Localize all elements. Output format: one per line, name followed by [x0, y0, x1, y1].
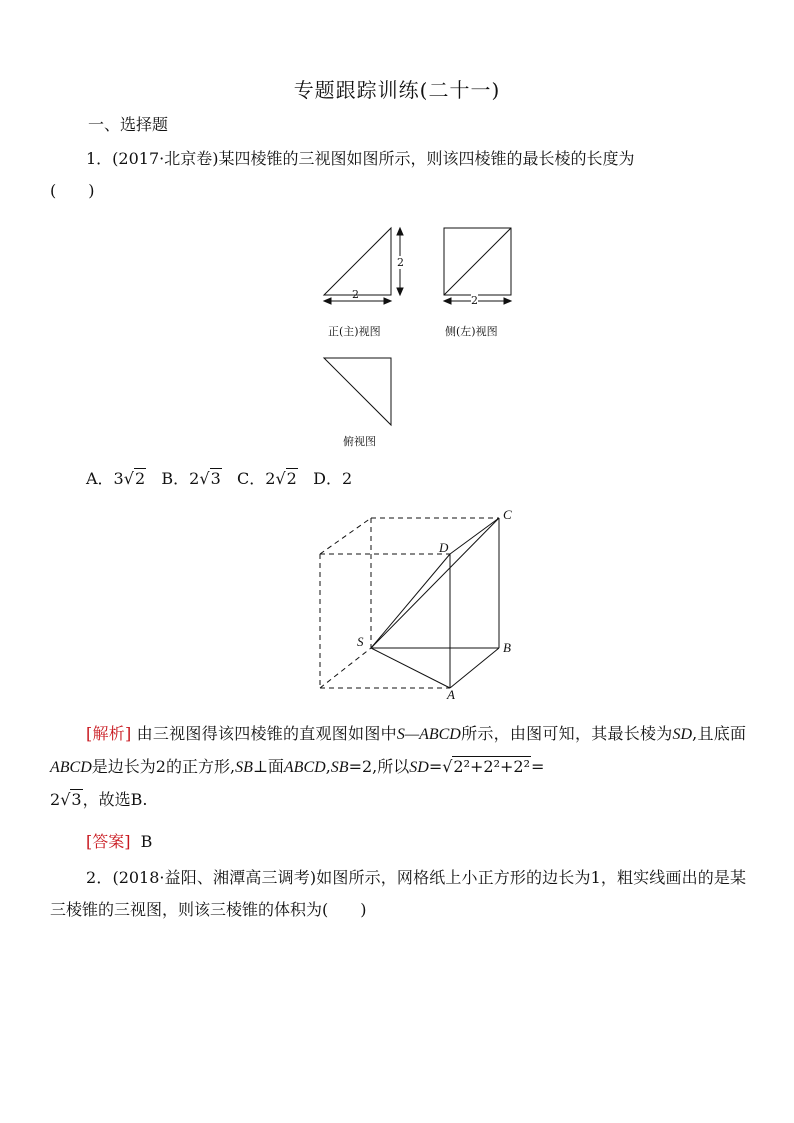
top-view-label: 俯视图 [343, 435, 376, 448]
analysis-block: [解析] 由三视图得该四棱锥的直观图如图中S—ABCD所示，由图可知，其最长棱为SD,且底面ABCD是边长为2的正方形,SB⊥面ABCD,SB=2,所以SD=√2²+2²+2²= 2√3，故选B. [50, 724, 746, 809]
option-c[interactable]: C．2√2 [237, 469, 297, 488]
option-d[interactable]: D．2 [313, 469, 353, 488]
question-1-blank: ( ) [50, 181, 95, 200]
analysis-tag: [解析] [86, 724, 132, 743]
dim-front-width: 2 [352, 288, 359, 301]
question-1-options [86, 463, 352, 495]
front-view-label: 正(主)视图 [328, 325, 381, 338]
label-B: B [503, 640, 511, 655]
answer-block [50, 826, 746, 858]
answer-value: B [140, 832, 153, 851]
answer-tag: [答案] [86, 832, 131, 851]
top-view-figure [324, 358, 391, 425]
question-2 [50, 862, 746, 926]
question-1-text: 1．(2017·北京卷)某四棱锥的三视图如图所示，则该四棱锥的最长棱的长度为 [86, 149, 635, 168]
side-view-figure [444, 228, 511, 304]
page-title: 专题跟踪训练(二十一) [293, 78, 501, 102]
option-b[interactable]: B．2√3 [161, 469, 221, 488]
front-view-figure [324, 228, 403, 304]
label-A: A [447, 687, 455, 702]
question-2-text: 2．(2018·益阳、湘潭高三调考)如图所示，网格纸上小正方形的边长为1，粗实线画出的是某三棱锥的三视图，则该三棱锥的体积为( ) [50, 868, 746, 919]
label-C: C [503, 507, 512, 522]
option-a[interactable]: A．3√2 [86, 469, 146, 488]
label-S: S [357, 634, 364, 649]
side-view-label: 侧(左)视图 [445, 325, 498, 338]
label-D: D [439, 540, 449, 555]
dim-side-width: 2 [471, 294, 478, 307]
sqrt-expression: 2²+2²+2² [453, 757, 531, 776]
cube-figure [320, 518, 499, 688]
dim-front-height: 2 [397, 256, 404, 269]
section-heading: 一、选择题 [88, 115, 169, 134]
